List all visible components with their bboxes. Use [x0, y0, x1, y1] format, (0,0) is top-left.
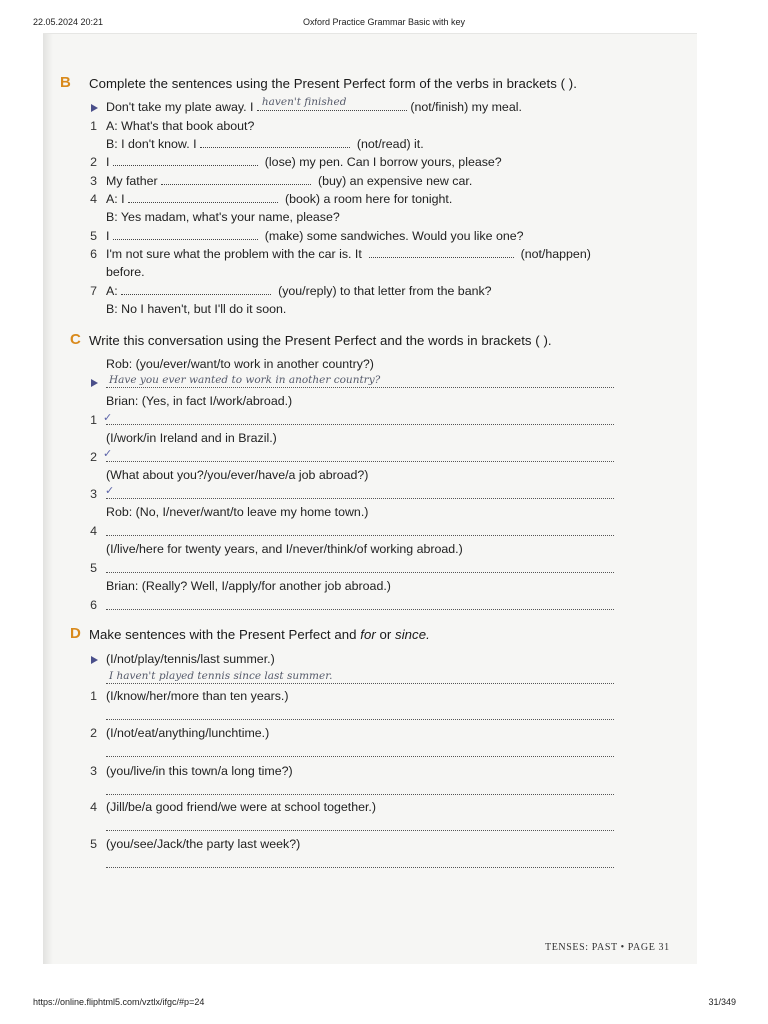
d-answer-line	[106, 755, 614, 757]
d-prompt: (Jill/be/a good friend/we were at school together.)	[106, 800, 376, 814]
b-item-7-blank	[121, 283, 271, 295]
c-item-number: 1	[90, 413, 97, 427]
d-item-number: 5	[90, 837, 97, 851]
d-prompt: (you/live/in this town/a long time?)	[106, 764, 293, 778]
b-example-post: (not/finish) my meal.	[410, 100, 522, 114]
b-item-number: 7	[90, 284, 97, 298]
d-answer-line	[106, 866, 614, 868]
b-item-3-pre: My father	[106, 174, 158, 188]
b-item-3-post: (buy) an expensive new car.	[318, 174, 473, 188]
b-item-4-blank	[128, 191, 278, 203]
b-item-7-line-2: B: No I haven't, but I'll do it soon.	[106, 302, 287, 316]
d-item-number: 3	[90, 764, 97, 778]
c-answer-line	[106, 534, 614, 536]
print-page-counter: 31/349	[708, 997, 736, 1007]
d-answer-line	[106, 793, 614, 795]
section-b-letter: B	[60, 74, 71, 91]
d-title-since: since.	[395, 627, 430, 642]
d-example-prompt: (I/not/play/tennis/last summer.)	[106, 652, 275, 666]
b-item-1-line-1: A: What's that book about?	[106, 119, 255, 133]
b-item-4-line-2: B: Yes madam, what's your name, please?	[106, 210, 340, 224]
check-mark-icon: ✓	[103, 411, 113, 424]
c-prompt: Rob: (you/ever/want/to work in another country?)	[106, 357, 374, 371]
d-title-text: Make sentences with the Present Perfect and	[89, 627, 357, 642]
b-item-number: 5	[90, 229, 97, 243]
b-example-pre: Don't take my plate away. I	[106, 100, 254, 114]
book-page	[43, 33, 697, 964]
d-example-answer: I haven't played tennis since last summer.	[109, 670, 333, 682]
d-item-number: 1	[90, 689, 97, 703]
b-example-answer: haven't finished	[261, 96, 347, 108]
c-prompt: (I/work/in Ireland and in Brazil.)	[106, 431, 277, 445]
page-edge	[43, 33, 697, 34]
b-item-1-post: (not/read) it.	[356, 137, 424, 151]
c-answer-line	[106, 608, 614, 610]
section-d-letter: D	[70, 625, 81, 642]
b-item-5-post: (make) some sandwiches. Would you like one?	[264, 229, 524, 243]
print-header	[0, 17, 768, 33]
b-item-number: 6	[90, 247, 97, 261]
example-arrow-icon	[91, 656, 98, 664]
d-item-number: 2	[90, 726, 97, 740]
d-answer-line	[106, 682, 614, 684]
b-item-2	[106, 154, 502, 170]
print-url: https://online.fliphtml5.com/vztlx/ifgc/#p=24	[33, 997, 205, 1007]
b-item-4-post: (book) a room here for tonight.	[284, 192, 453, 206]
b-item-1-blank	[200, 136, 350, 148]
b-item-2-blank	[113, 154, 258, 166]
section-c-title: Write this conversation using the Present Perfect and the words in brackets ( ).	[89, 333, 552, 348]
b-item-1-pre: B: I don't know. I	[106, 137, 197, 151]
d-title-or: or	[379, 627, 392, 642]
b-item-7-pre: A:	[106, 284, 118, 298]
d-prompt: (you/see/Jack/the party last week?)	[106, 837, 301, 851]
b-item-number: 3	[90, 174, 97, 188]
b-item-6-line-2: before.	[106, 265, 145, 279]
b-item-6-pre: I'm not sure what the problem with the car is. It	[106, 247, 362, 261]
c-prompt: Brian: (Really? Well, I/apply/for another job abroad.)	[106, 579, 391, 593]
d-prompt: (I/not/eat/anything/lunchtime.)	[106, 726, 270, 740]
page-shadow	[43, 33, 53, 964]
b-item-5-blank	[113, 228, 258, 240]
check-mark-icon: ✓	[105, 484, 115, 497]
c-answer-line	[106, 460, 614, 462]
c-item-number: 4	[90, 524, 97, 538]
c-item-number: 6	[90, 598, 97, 612]
b-item-2-pre: I	[106, 155, 110, 169]
d-prompt: (I/know/her/more than ten years.)	[106, 689, 289, 703]
page-footer-label: TENSES: PAST • PAGE 31	[545, 942, 670, 953]
b-example-blank	[257, 96, 407, 111]
d-answer-line	[106, 829, 614, 831]
b-item-6-line-1	[106, 246, 591, 262]
c-item-number: 5	[90, 561, 97, 575]
b-item-2-post: (lose) my pen. Can I borrow yours, please?	[264, 155, 502, 169]
section-b-example	[106, 96, 522, 115]
b-item-1-line-2	[106, 136, 424, 152]
b-item-7-line-1	[106, 283, 492, 299]
b-item-number: 4	[90, 192, 97, 206]
section-d-title	[89, 627, 430, 642]
c-prompt: (What about you?/you/ever/have/a job abroad?)	[106, 468, 369, 482]
c-prompt: Brian: (Yes, in fact I/work/abroad.)	[106, 394, 293, 408]
d-title-for: for	[360, 627, 376, 642]
b-item-6-blank	[369, 246, 514, 258]
example-arrow-icon	[91, 379, 98, 387]
check-mark-icon: ✓	[103, 447, 113, 460]
section-c-letter: C	[70, 331, 81, 348]
c-answer-line	[106, 423, 614, 425]
print-title: Oxford Practice Grammar Basic with key	[302, 17, 466, 27]
b-item-number: 2	[90, 155, 97, 169]
b-item-3	[106, 173, 472, 189]
b-item-5	[106, 228, 524, 244]
b-item-6-post: (not/happen)	[520, 247, 591, 261]
print-footer	[0, 997, 768, 1013]
b-item-4-line-1	[106, 191, 452, 207]
b-item-number: 1	[90, 119, 97, 133]
d-answer-line	[106, 718, 614, 720]
section-b-title: Complete the sentences using the Present Perfect form of the verbs in brackets ( ).	[89, 76, 577, 91]
c-item-number: 3	[90, 487, 97, 501]
d-item-number: 4	[90, 800, 97, 814]
c-prompt: Rob: (No, I/never/want/to leave my home town.)	[106, 505, 369, 519]
c-example-answer: Have you ever wanted to work in another country?	[109, 374, 381, 386]
example-arrow-icon	[91, 104, 98, 112]
b-item-5-pre: I	[106, 229, 110, 243]
c-prompt: (I/live/here for twenty years, and I/never/think/of working abroad.)	[106, 542, 463, 556]
c-answer-line	[106, 571, 614, 573]
c-item-number: 2	[90, 450, 97, 464]
b-item-7-post: (you/reply) to that letter from the bank?	[278, 284, 492, 298]
print-datetime: 22.05.2024 20:21	[33, 17, 104, 27]
c-answer-line	[106, 497, 614, 499]
b-item-3-blank	[161, 173, 311, 185]
b-item-4-pre: A: I	[106, 192, 125, 206]
